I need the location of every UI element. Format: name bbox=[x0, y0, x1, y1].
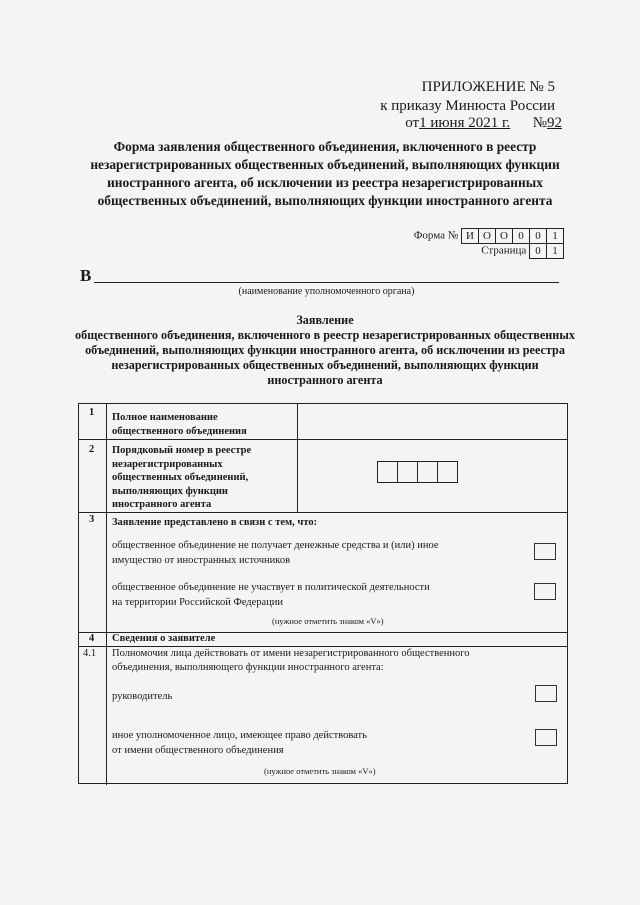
registry-number-cell[interactable] bbox=[378, 462, 397, 482]
org-name-field[interactable] bbox=[299, 406, 565, 437]
row-divider bbox=[79, 646, 567, 647]
authority-option-other-checkbox[interactable] bbox=[535, 729, 557, 746]
form-number-label: Форма № bbox=[413, 229, 459, 242]
registry-number-cell[interactable] bbox=[437, 462, 457, 482]
reason-option-1-line2: имущество от иностранных источников bbox=[112, 555, 291, 566]
form-code-cell: 0 bbox=[512, 229, 529, 243]
order-reference: к приказу Минюста России bbox=[380, 97, 555, 114]
reason-option-2-line1: общественное объединение не участвует в политической деятельности bbox=[112, 582, 430, 593]
authority-label-line1: Полномочия лица действовать от имени незарегистрированного общественного bbox=[112, 648, 470, 659]
form-code-cells bbox=[461, 228, 564, 244]
authority-option-other-line1: иное уполномоченное лицо, имеющее право действовать bbox=[112, 730, 367, 741]
date-prefix: от bbox=[405, 115, 420, 131]
number-column-divider bbox=[106, 404, 107, 785]
reason-option-2-checkbox[interactable] bbox=[534, 583, 556, 600]
page-code-cell: 0 bbox=[535, 245, 541, 257]
statement-block bbox=[75, 313, 575, 388]
page-number bbox=[481, 243, 564, 259]
application-table bbox=[78, 403, 568, 784]
reason-option-1-line1: общественное объединение не получает денежные средства и (или) иное bbox=[112, 540, 439, 551]
row-number: 2 bbox=[89, 444, 95, 455]
reason-option-1-checkbox[interactable] bbox=[534, 543, 556, 560]
reason-option-2-line2: на территории Российской Федерации bbox=[112, 597, 284, 608]
authority-option-other-line2: от имени общественного объединения bbox=[112, 745, 284, 756]
page-number-label: Страница bbox=[481, 244, 527, 257]
row-divider bbox=[79, 512, 567, 513]
row-number: 4.1 bbox=[83, 648, 97, 659]
addressee-caption: (наименование уполномоченного органа) bbox=[238, 286, 415, 297]
form-number bbox=[414, 228, 564, 244]
row-number: 3 bbox=[89, 514, 95, 525]
reason-note: (нужное отметить знаком «V») bbox=[272, 616, 384, 626]
authority-label-line2: объединения, выполняющего функции иностранного агента: bbox=[112, 662, 384, 673]
registry-number-cell[interactable] bbox=[417, 462, 437, 482]
form-title: Форма заявления общественного объединения, включенного в реестр незарегистрированных общественных объединений, выполняющих функции иностранного агента, об исключении из реестра незарегистрированных общественных объединений, выполняющих функции иностранного агента bbox=[90, 139, 560, 208]
page-code-cell: 1 bbox=[546, 244, 563, 258]
row-divider bbox=[79, 439, 567, 440]
form-code-cell: И bbox=[466, 230, 474, 242]
page-code-cells bbox=[529, 243, 564, 259]
applicant-info-label: Сведения о заявителе bbox=[112, 633, 216, 644]
row-number: 4 bbox=[89, 633, 95, 644]
order-date: 1 июня 2021 г. bbox=[419, 115, 511, 131]
authority-option-head-checkbox[interactable] bbox=[535, 685, 557, 702]
order-date-number bbox=[405, 115, 562, 132]
appendix-header bbox=[380, 78, 555, 116]
addressee-prefix: В bbox=[80, 266, 92, 285]
form-code-cell: О bbox=[495, 229, 512, 243]
authority-option-head-label: руководитель bbox=[112, 691, 173, 702]
form-code-cell: 1 bbox=[546, 229, 563, 243]
number-prefix: № bbox=[532, 115, 547, 131]
registry-number-cells[interactable] bbox=[377, 461, 458, 483]
statement-heading: Заявление bbox=[296, 313, 354, 327]
order-number: 92 bbox=[547, 115, 562, 131]
statement-text: общественного объединения, включенного в реестр незарегистрированных общественных объединений, выполняющих функции иностранного агента, об исключении из реестра незарегистрированных общественных объединений, выполняющих функции иностранного агента bbox=[75, 328, 575, 387]
form-code-cell: 0 bbox=[529, 229, 546, 243]
addressee-field[interactable] bbox=[94, 282, 559, 283]
registry-number-cell[interactable] bbox=[397, 462, 417, 482]
org-name-label: Полное наименование общественного объединения bbox=[112, 412, 247, 437]
appendix-label: ПРИЛОЖЕНИЕ № 5 bbox=[421, 79, 555, 95]
reason-label: Заявление представлено в связи с тем, что: bbox=[112, 517, 318, 528]
form-code-cell: О bbox=[478, 229, 495, 243]
authority-note: (нужное отметить знаком «V») bbox=[264, 766, 376, 776]
row-number: 1 bbox=[89, 407, 95, 418]
registry-number-label: Порядковый номер в реестре незарегистрированных общественных объединений, выполняющих функции иностранного агента bbox=[112, 445, 252, 510]
value-column-divider bbox=[297, 404, 298, 513]
